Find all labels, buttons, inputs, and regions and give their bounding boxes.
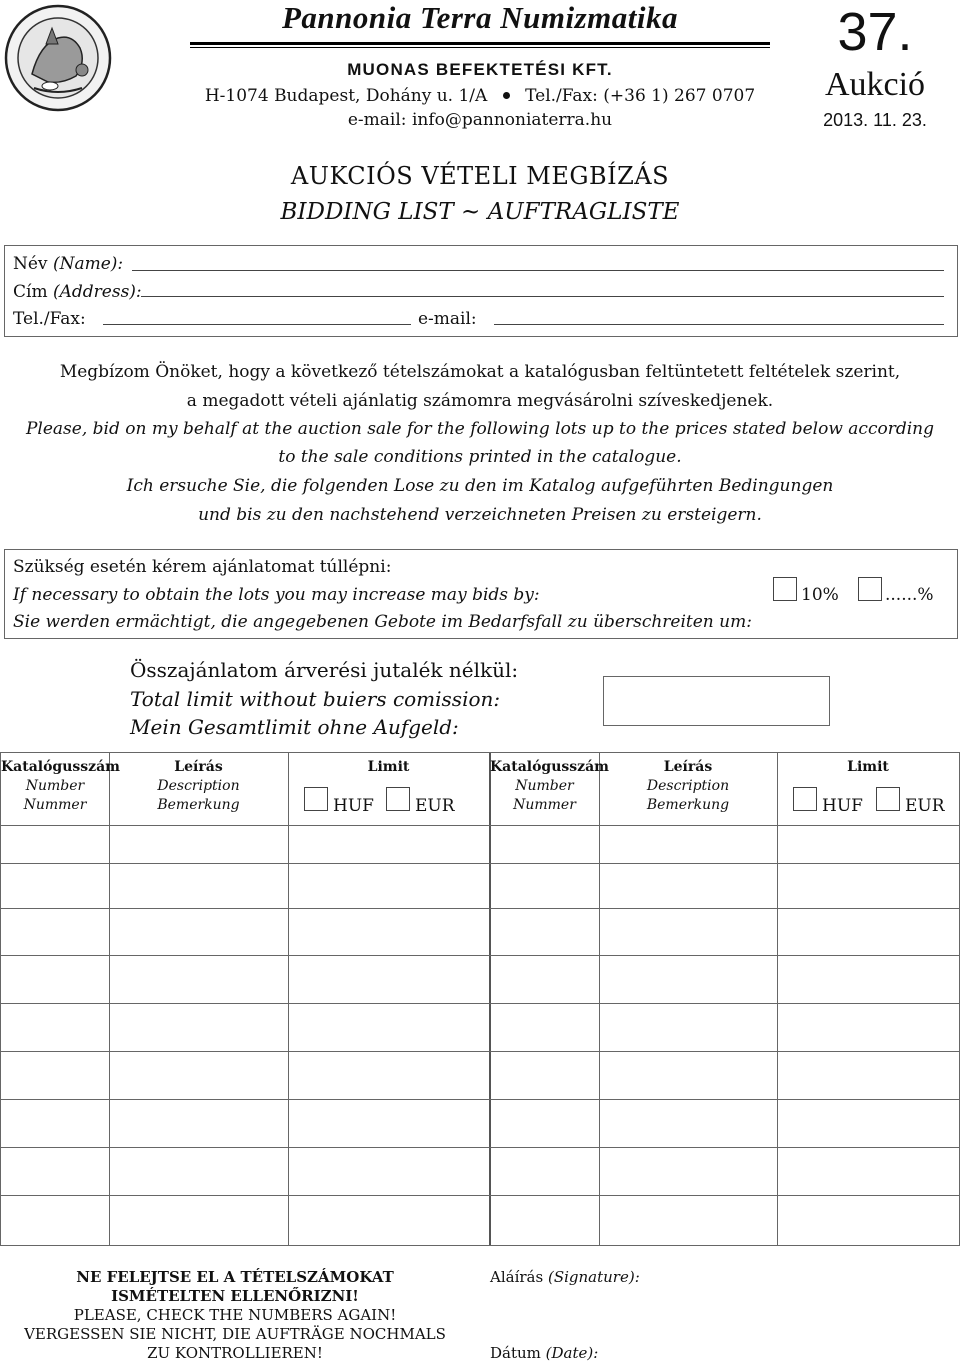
- table-row[interactable]: [1, 955, 959, 956]
- tel-field[interactable]: [103, 324, 411, 325]
- table-row[interactable]: [1, 1051, 959, 1052]
- increase-10-checkbox[interactable]: [773, 577, 797, 601]
- total-hu: Összajánlatom árverési jutalék nélkül:: [130, 658, 519, 682]
- reminder-note: NE FELEJTSE EL A TÉTELSZÁMOKAT ISMÉTELTEN ELLENŐRIZNI! PLEASE, CHECK THE NUMBERS AGAIN! VERGESSEN SIE NICHT, DIE AUFTRÄGE NOCHMALS ZU KONTROLLIEREN!: [24, 1268, 446, 1362]
- table-col-divider: [109, 753, 110, 1245]
- bidding-table: [0, 752, 960, 1246]
- table-col-divider: [288, 753, 289, 1245]
- instruction-en-1: Please, bid on my behalf at the auction sale for the following lots up to the prices stated below according: [25, 419, 934, 439]
- huf-label-right: HUF: [822, 796, 863, 816]
- tel-label: Tel./Fax:: [13, 309, 86, 329]
- total-limit-field[interactable]: [603, 676, 830, 726]
- header-desc-right: Leírás Description Bemerkung: [646, 759, 730, 813]
- table-row[interactable]: [1, 908, 959, 909]
- increase-10-label: 10%: [801, 585, 839, 605]
- instruction-hu-1: Megbízom Önöket, hogy a következő tételszámokat a katalógusban feltüntetett feltételek szerint,: [59, 362, 901, 382]
- table-col-divider: [599, 753, 600, 1245]
- contact-section: [4, 245, 958, 337]
- table-row[interactable]: [1, 1195, 959, 1196]
- coin-logo: [2, 4, 114, 112]
- header-desc-left: Leírás Description Bemerkung: [157, 759, 240, 813]
- increase-section: [4, 549, 958, 639]
- header-number-left: Katalógusszám Number Nummer: [1, 759, 120, 813]
- company-address: [190, 86, 770, 106]
- form-subtitle: BIDDING LIST ~ AUFTRAGLISTE: [280, 199, 680, 225]
- table-row[interactable]: [1, 863, 959, 864]
- table-middle-divider: [489, 753, 491, 1245]
- header-limit-left: Limit: [367, 759, 410, 775]
- company-subtitle: MUONAS BEFEKTETÉSI KFT.: [347, 60, 613, 79]
- eur-checkbox-right[interactable]: [876, 787, 900, 811]
- form-title: AUKCIÓS VÉTELI MEGBÍZÁS: [290, 162, 670, 190]
- company-rule-thin: [190, 47, 770, 48]
- date-label: Dátum (Date):: [490, 1344, 599, 1362]
- header-limit-right: Limit: [847, 759, 889, 775]
- signature-label: Aláírás (Signature):: [490, 1268, 640, 1286]
- address-field[interactable]: [141, 296, 944, 297]
- total-en: Total limit without buiers comission:: [130, 687, 501, 711]
- table-row[interactable]: [1, 1099, 959, 1100]
- header-number-right: Katalógusszám Number Nummer: [490, 759, 609, 813]
- instruction-de-1: Ich ersuche Sie, die folgenden Lose zu den im Katalog aufgeführten Bedingungen: [126, 476, 834, 496]
- company-name: Pannonia Terra Numizmatika: [281, 0, 678, 35]
- total-de: Mein Gesamtlimit ohne Aufgeld:: [130, 715, 459, 739]
- instruction-en-2: to the sale conditions printed in the catalogue.: [278, 447, 682, 467]
- phone-fax: Tel./Fax: (+36 1) 267 0707: [525, 86, 756, 106]
- eur-label-left: EUR: [415, 796, 455, 816]
- increase-hu: Szükség esetén kérem ajánlatomat túllépni:: [13, 557, 392, 577]
- company-rule: [190, 42, 770, 45]
- name-field[interactable]: [132, 270, 944, 271]
- huf-label-left: HUF: [333, 796, 374, 816]
- auction-date: 2013. 11. 23.: [823, 110, 927, 130]
- email-field[interactable]: [494, 324, 944, 325]
- instruction-de-2: und bis zu den nachstehend verzeichneten Preisen zu ersteigern.: [198, 505, 762, 525]
- auction-number: 37.: [837, 2, 913, 62]
- eur-label-right: EUR: [905, 796, 945, 816]
- street-address: H-1074 Budapest, Dohány u. 1/A: [204, 86, 488, 106]
- table-row[interactable]: [1, 825, 959, 826]
- eur-checkbox-left[interactable]: [386, 787, 410, 811]
- increase-de: Sie werden ermächtigt, die angegebenen Gebote im Bedarfsfall zu überschreiten um:: [13, 612, 752, 632]
- table-row[interactable]: [1, 1147, 959, 1148]
- instruction-hu-2: a megadott vételi ajánlatig számomra megvásárolni szíveskedjenek.: [186, 391, 774, 411]
- auction-word: Aukció: [824, 66, 926, 103]
- increase-en: If necessary to obtain the lots you may increase may bids by:: [13, 585, 540, 605]
- name-label: Név (Name):: [13, 254, 124, 274]
- bullet-icon: [503, 92, 510, 99]
- table-col-divider: [777, 753, 778, 1245]
- company-email: e-mail: info@pannoniaterra.hu: [347, 110, 613, 130]
- increase-custom-label: ......%: [885, 585, 934, 605]
- huf-checkbox-right[interactable]: [793, 787, 817, 811]
- huf-checkbox-left[interactable]: [304, 787, 328, 811]
- increase-custom-checkbox[interactable]: [858, 577, 882, 601]
- email-label: e-mail:: [418, 309, 477, 329]
- address-label: Cím (Address):: [13, 282, 142, 302]
- table-row[interactable]: [1, 1003, 959, 1004]
